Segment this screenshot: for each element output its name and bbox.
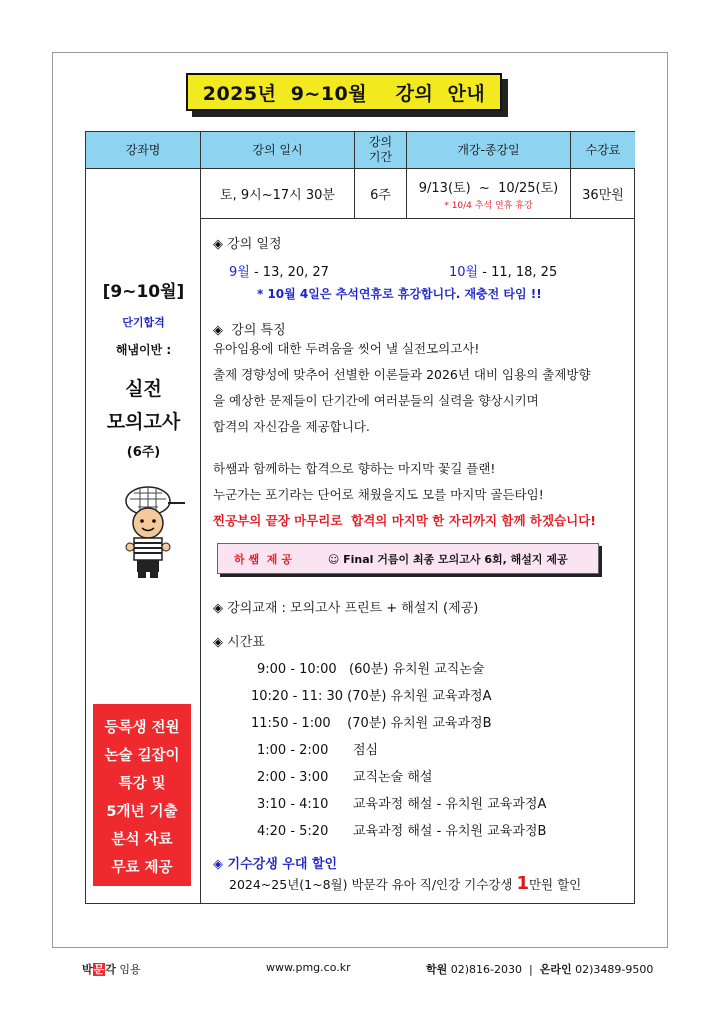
offer-text: ☺ Final 거름이 최종 모의고사 6회, 해설지 제공 <box>327 552 568 566</box>
dates-range: 9/13(토) ~ 10/25(토) <box>418 180 559 196</box>
offer-box <box>217 543 599 574</box>
discount-line: 2024~25년(1~8월) 박문각 유아 직/인강 기수강생 1만원 할인 <box>229 873 582 894</box>
discount-heading: ◈ 기수강생 우대 할인 <box>213 857 338 872</box>
free-materials-line: 논술 길잡이 <box>104 748 180 764</box>
course-name-line2: 모의고사 <box>106 411 181 433</box>
free-materials-line: 5개년 기출 <box>106 804 178 820</box>
timetable-row: 2:00 - 3:00 교직논술 해설 <box>257 770 433 785</box>
diamond-bullet-icon: ◈ <box>213 857 228 872</box>
header-course-name: 강좌명 <box>86 132 201 169</box>
day-list: - 13, 20, 27 <box>249 265 329 280</box>
course-tag: 단기합격 <box>122 316 165 329</box>
footer-url[interactable]: www.pmg.co.kr <box>266 961 351 974</box>
schedule-september <box>229 261 329 280</box>
course-name-cell <box>86 169 201 904</box>
header-dates: 개강-종강일 <box>407 132 571 169</box>
course-period: [9~10월] <box>102 282 185 302</box>
dates-note: * 10/4 추석 연휴 휴강 <box>444 200 533 211</box>
cell-duration: 6주 <box>355 169 407 219</box>
diamond-bullet-icon: ◈ <box>213 237 228 252</box>
feature-line: 출제 경향성에 맞추어 선별한 이론들과 2026년 대비 임용의 출제방향 <box>213 367 591 382</box>
textbook-line: ◈ 강의교재 : 모의고사 프린트 + 해설지 (제공) <box>213 601 479 616</box>
feature-heading: ◈ 강의 특징 <box>213 323 286 338</box>
diamond-bullet-icon: ◈ <box>213 635 228 650</box>
title-banner <box>186 73 508 117</box>
closing-line: 하쌤과 함께하는 합격으로 향하는 마지막 꽃길 플랜! <box>213 461 496 476</box>
cell-datetime: 토, 9시~17시 30분 <box>201 169 355 219</box>
offer-label: 하 쌤 제 공 <box>234 552 292 566</box>
timetable-heading: ◈ 시간표 <box>213 635 265 650</box>
course-sub: 해냄이반 : <box>115 343 172 357</box>
chef-mascot-icon <box>108 483 188 583</box>
header-fee: 수강료 <box>571 132 635 169</box>
feature-line: 유아임용에 대한 두려움을 씻어 낼 실전모의고사! <box>213 341 480 356</box>
schedule-heading: ◈ 강의 일정 <box>213 237 282 252</box>
timetable-row: 3:10 - 4:10 교육과정 해설 - 유치원 교육과정A <box>257 797 547 812</box>
schedule-note: * 10월 4일은 추석연휴로 휴강합니다. 재충전 타임 !! <box>257 287 542 301</box>
cell-dates <box>407 169 571 219</box>
month-label: 10월 <box>449 265 479 280</box>
feature-line: 합격의 자신감을 제공합니다. <box>213 419 370 434</box>
timetable-row: 1:00 - 2:00 점심 <box>257 743 379 758</box>
schedule-october <box>449 261 557 280</box>
month-label: 9월 <box>229 265 250 280</box>
timetable-row: 4:20 - 5:20 교육과정 해설 - 유치원 교육과정B <box>257 824 547 839</box>
closing-line: 누군가는 포기라는 단어로 채웠을지도 모를 마지막 골든타임! <box>213 487 544 502</box>
header-datetime: 강의 일시 <box>201 132 355 169</box>
free-materials-line: 특강 및 <box>118 776 166 792</box>
page-title: 2025년 9~10월 강의 안내 <box>186 73 502 111</box>
day-list: - 11, 18, 25 <box>478 265 558 280</box>
diamond-bullet-icon: ◈ <box>213 323 232 338</box>
closing-highlight: 찐공부의 끝장 마무리로 합격의 마지막 한 자리까지 함께 하겠습니다! <box>213 513 596 528</box>
free-materials-box <box>93 704 191 886</box>
footer-logo: 박문각 임용 <box>82 963 141 976</box>
course-table <box>85 131 635 904</box>
timetable-row: 11:50 - 1:00 (70분) 유치원 교육과정B <box>251 716 492 731</box>
feature-line: 을 예상한 문제들이 단기간에 여러분들의 실력을 향상시키며 <box>213 393 539 408</box>
free-materials-line: 등록생 전원 <box>104 720 180 736</box>
free-materials-line: 무료 제공 <box>111 860 173 876</box>
timetable-row: 10:20 - 11: 30 (70분) 유치원 교육과정A <box>251 689 492 704</box>
footer-contact: 학원 02)816-2030 | 온라인 02)3489-9500 <box>426 963 654 976</box>
course-details <box>201 219 635 904</box>
cell-fee: 36만원 <box>571 169 635 219</box>
free-materials-line: 분석 자료 <box>111 832 173 848</box>
course-name-line1: 실전 <box>125 378 162 400</box>
diamond-bullet-icon: ◈ <box>213 601 228 616</box>
timetable-row: 9:00 - 10:00 (60분) 유치원 교직논술 <box>257 662 485 677</box>
discount-amount: 1 <box>516 873 529 894</box>
course-weeks: (6주) <box>126 445 161 460</box>
header-duration: 강의 기간 <box>355 132 407 169</box>
